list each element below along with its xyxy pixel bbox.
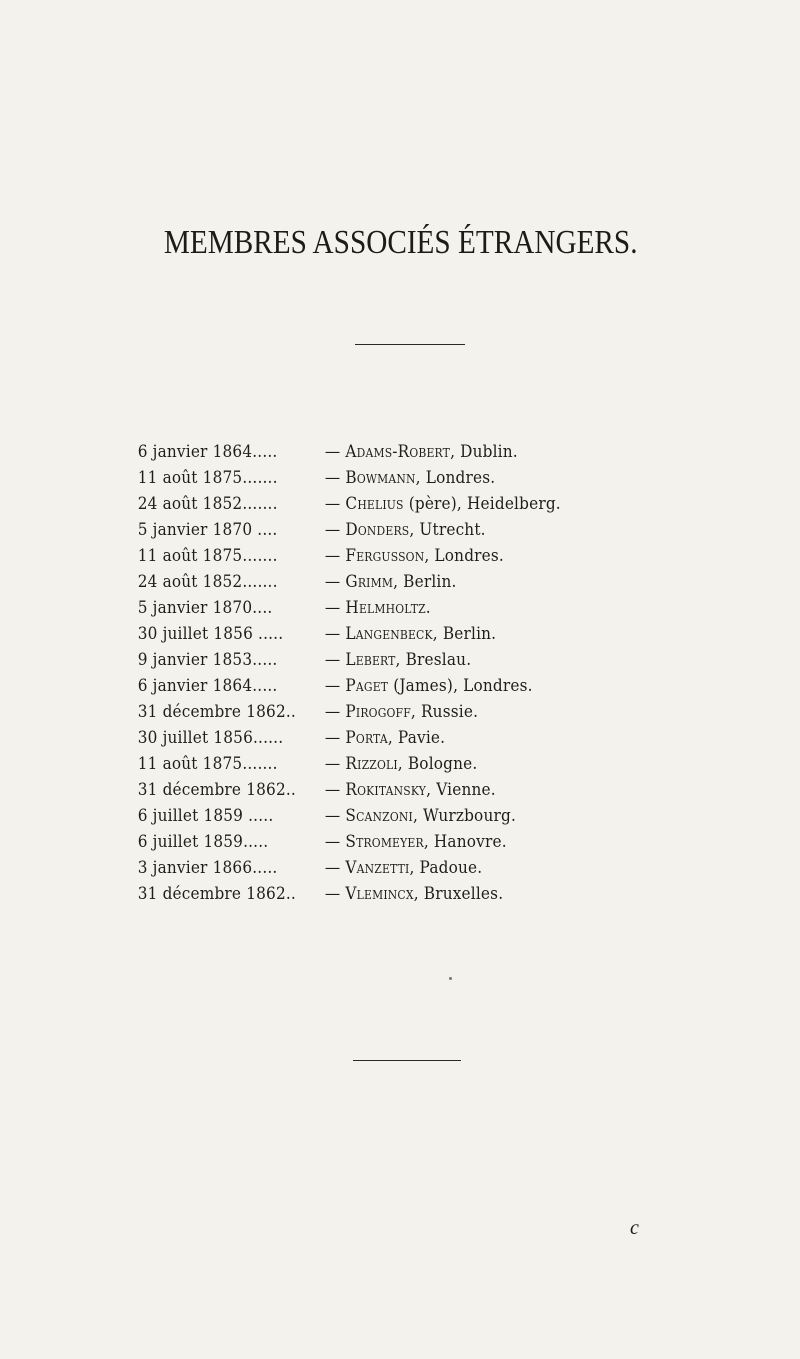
member-entry <box>0 517 720 543</box>
entry-detail: , Berlin. <box>393 572 457 592</box>
entry-member <box>325 621 496 647</box>
member-entry <box>0 803 720 829</box>
entry-surname: Rokitansky <box>345 780 427 800</box>
entry-surname: Pirogoff <box>345 702 411 722</box>
entry-date: 3 janvier 1866..... <box>137 858 278 878</box>
member-entry <box>0 595 720 621</box>
entry-surname: Rizzoli <box>345 754 398 774</box>
entry-detail: , Vienne. <box>426 780 496 800</box>
entry-dash: — <box>324 494 341 514</box>
entry-dash: — <box>324 754 341 774</box>
entry-date: 6 juillet 1859 ..... <box>137 806 274 826</box>
entry-surname: Lebert <box>345 650 396 670</box>
entry-member <box>325 803 516 829</box>
entry-detail: . <box>425 598 431 618</box>
entry-member <box>325 517 486 543</box>
member-entry <box>0 751 720 777</box>
member-entry <box>0 829 720 855</box>
entry-surname: Vlemincx <box>345 884 414 904</box>
entry-date: 6 janvier 1864..... <box>137 442 278 462</box>
entry-member <box>325 595 431 621</box>
entry-surname: Vanzetti <box>345 858 410 878</box>
member-entry <box>0 465 720 491</box>
entry-detail: , Breslau. <box>395 650 472 670</box>
entry-member <box>325 829 507 855</box>
entry-dash: — <box>324 806 341 826</box>
entry-surname: Langenbeck <box>345 624 433 644</box>
title-divider <box>355 344 465 345</box>
entry-surname: Stromeyer <box>345 832 424 852</box>
entry-surname: Bowmann <box>345 468 416 488</box>
entry-detail: , Bologne. <box>397 754 478 774</box>
entry-member <box>325 491 561 517</box>
entry-dash: — <box>324 598 341 618</box>
entry-member <box>325 699 478 725</box>
entry-member <box>325 543 504 569</box>
entry-surname: Adams-Robert <box>345 442 451 462</box>
entry-dash: — <box>324 780 341 800</box>
print-speck <box>449 977 452 980</box>
entry-detail: , Utrecht. <box>409 520 486 540</box>
member-entry <box>0 543 720 569</box>
entry-dash: — <box>324 650 341 670</box>
member-entry <box>0 673 720 699</box>
entry-surname: Chelius <box>345 494 404 514</box>
entry-member <box>325 465 495 491</box>
entry-detail: , Wurzbourg. <box>412 806 517 826</box>
entry-detail: , Londres. <box>424 546 504 566</box>
entry-detail: (James), Londres. <box>388 676 533 696</box>
entry-date: 31 décembre 1862.. <box>137 780 296 800</box>
entry-date: 6 juillet 1859..... <box>137 832 269 852</box>
entry-detail: (père), Heidelberg. <box>403 494 561 514</box>
entry-date: 5 janvier 1870.... <box>137 598 273 618</box>
entry-detail: , Pavie. <box>387 728 446 748</box>
entry-detail: , Russie. <box>410 702 479 722</box>
entry-member <box>325 751 478 777</box>
entry-detail: , Londres. <box>415 468 496 488</box>
entry-dash: — <box>324 858 341 878</box>
member-entry <box>0 491 720 517</box>
member-entry <box>0 777 720 803</box>
entry-dash: — <box>324 702 341 722</box>
entry-surname: Scanzoni <box>345 806 413 826</box>
entry-detail: , Berlin. <box>432 624 497 644</box>
entry-date: 6 janvier 1864..... <box>137 676 278 696</box>
entry-dash: — <box>324 468 341 488</box>
entry-detail: , Bruxelles. <box>413 884 504 904</box>
entry-dash: — <box>324 884 341 904</box>
entry-date: 31 décembre 1862.. <box>137 702 296 722</box>
entry-dash: — <box>324 546 341 566</box>
entry-member <box>325 439 518 465</box>
member-entry <box>0 725 720 751</box>
bottom-divider <box>353 1060 461 1061</box>
entry-date: 31 décembre 1862.. <box>137 884 296 904</box>
member-entry <box>0 699 720 725</box>
page-signature-mark: c <box>630 1217 639 1239</box>
member-entry <box>0 881 720 907</box>
entry-detail: , Hanovre. <box>423 832 507 852</box>
entry-date: 11 août 1875....... <box>137 546 278 566</box>
entry-dash: — <box>324 624 341 644</box>
entry-date: 24 août 1852....... <box>137 572 278 592</box>
entry-dash: — <box>324 442 341 462</box>
entry-detail: , Dublin. <box>450 442 518 462</box>
member-entry <box>0 621 720 647</box>
entry-date: 30 juillet 1856...... <box>137 728 284 748</box>
entry-date: 11 août 1875....... <box>137 754 278 774</box>
member-entry <box>0 569 720 595</box>
entry-dash: — <box>324 832 341 852</box>
page-title: MEMBRES ASSOCIÉS ÉTRANGERS. <box>163 224 638 261</box>
entry-member <box>325 647 471 673</box>
entry-date: 9 janvier 1853..... <box>137 650 278 670</box>
entry-dash: — <box>324 728 341 748</box>
entry-surname: Grimm <box>345 572 394 592</box>
member-entry <box>0 855 720 881</box>
entry-surname: Paget <box>345 676 389 696</box>
member-list <box>0 439 800 907</box>
entry-date: 24 août 1852....... <box>137 494 278 514</box>
entry-dash: — <box>324 520 341 540</box>
entry-surname: Donders <box>345 520 410 540</box>
entry-surname: Fergusson <box>345 546 425 566</box>
entry-member <box>325 673 533 699</box>
entry-member <box>325 569 457 595</box>
entry-dash: — <box>324 572 341 592</box>
entry-dash: — <box>324 676 341 696</box>
entry-date: 30 juillet 1856 ..... <box>137 624 284 644</box>
entry-member <box>325 881 503 907</box>
member-entry <box>0 647 720 673</box>
entry-surname: Helmholtz <box>345 598 426 618</box>
entry-member <box>325 855 482 881</box>
entry-date: 5 janvier 1870 .... <box>137 520 278 540</box>
entry-member <box>325 725 445 751</box>
entry-surname: Porta <box>345 728 388 748</box>
member-entry <box>0 439 720 465</box>
entry-detail: , Padoue. <box>409 858 483 878</box>
entry-date: 11 août 1875....... <box>137 468 278 488</box>
entry-member <box>325 777 496 803</box>
